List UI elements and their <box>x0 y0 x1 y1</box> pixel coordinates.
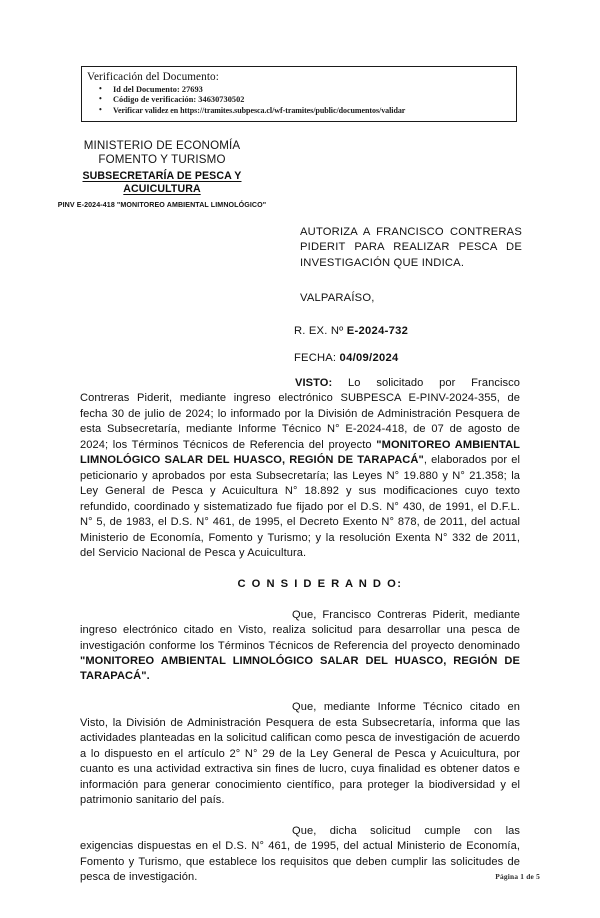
verification-title: Verificación del Documento: <box>87 71 219 83</box>
considerando-3-text: Que, dicha solicitud cumple con las exigencias dispuestas en el D.S. N° 461, de 1995, del actual Ministerio de Economía, Fomento y Turismo, que establece los requisitos que deben cumplir las solicitudes de pesca de investigación. <box>80 824 520 884</box>
ministry-name-line1: MINISTERIO DE ECONOMÍA <box>83 139 241 152</box>
verification-list <box>87 85 511 116</box>
project-code-label: PINV E-2024-418 "MONITOREO AMBIENTAL LIMNOLÓGICO" <box>57 200 267 209</box>
resolution-number-line <box>294 325 408 337</box>
resolution-subject: AUTORIZA A FRANCISCO CONTRERAS PIDERIT PARA REALIZAR PESCA DE INVESTIGACIÓN QUE INDICA. <box>300 226 522 269</box>
document-body <box>80 376 520 886</box>
fecha-label: FECHA: <box>294 352 340 364</box>
visto-text-part2: , elaborados por el peticionario y aprobados por esta Subsecretaría; las Leyes N° 19.880 y N° 21.358; la Ley General de Pesca y Acuicultura N° 18.892 y sus modificaciones cuyo texto refundido, coordinado y sistematizado fue fijado por el D.S. N° 430, de 1991, el D.F.L. N° 5, de 1983, el D.S. N° 461, de 1995, el Decreto Exento N° 878, de 2011, del actual Ministerio de Economía, Fomento y Turismo; y la resolución Exenta N° 332 de 2011, del Servicio Nacional de Pesca y Acuicultura. <box>80 454 520 559</box>
letterhead <box>36 139 288 209</box>
considerando-heading-wrap <box>80 577 520 592</box>
rex-number: E-2024-732 <box>346 325 409 337</box>
subsecretaria-line2: ACUICULTURA <box>123 183 201 195</box>
verification-url: • Verificar validez en https://tramites.subpesca.cl/wf-tramites/public/documentos/validar <box>87 106 511 116</box>
title-block <box>300 225 522 271</box>
considerando-1-text: Que, Francisco Contreras Piderit, mediante ingreso electrónico citado en Visto, realiza solicitud para desarrollar una pesca de investigación conforme los Términos Técnicos de Referencia del proyecto denominado <box>80 608 520 652</box>
subsecretaria-name <box>36 170 288 195</box>
considerando-2-text: Que, mediante Informe Técnico citado en Visto, la División de Administración Pesquera de esta Subsecretaría, informa que las actividades planteadas en la solicitud califican como pesca de investigación de acuerdo a lo dispuesto en el artículo 2° N° 29 de la Ley General de Pesca y Acuicultura, por cuanto es una actividad extractiva sin fines de lucro, cuya finalidad es obtener datos e información para generar conocimiento científico, para proteger la biodiversidad y el patrimonio sanitario del país. <box>80 701 520 806</box>
visto-paragraph <box>80 376 520 561</box>
resolution-date-line <box>294 352 399 364</box>
verification-box <box>81 66 517 122</box>
paragraph-spacer-1 <box>80 685 520 700</box>
place-line: VALPARAÍSO, <box>300 292 375 304</box>
considerando-heading: C O N S I D E R A N D O: <box>237 577 403 590</box>
ministry-name-line2: FOMENTO Y TURISMO <box>98 153 226 167</box>
verification-doc-id: • Id del Documento: 27693 <box>87 85 511 95</box>
considerando-paragraph-1 <box>80 608 520 685</box>
visto-project-title: "MONITOREO AMBIENTAL LIMNOLÓGICO SALAR DEL HUASCO, REGIÓN DE TARAPACÁ" <box>80 438 520 467</box>
page-footer: Página 1 de 5 <box>495 872 540 881</box>
visto-heading: VISTO: <box>295 377 333 389</box>
considerando-paragraph-2 <box>80 700 520 808</box>
fecha-value: 04/09/2024 <box>339 352 399 364</box>
visto-text-part1: Lo solicitado por Francisco Contreras Piderit, mediante ingreso electrónico SUBPESCA E-PINV-2024-355, de fecha 30 de julio de 2024; lo informado por la División de Administración Pesquera de esta Subsecretaría, mediante Informe Técnico N° E-2024-418, de 07 de agosto de 2024; los Términos Técnicos de Referencia del proyecto <box>80 377 520 451</box>
considerando-1-project-title: "MONITOREO AMBIENTAL LIMNOLÓGICO SALAR DEL HUASCO, REGIÓN DE TARAPACÁ". <box>80 654 520 683</box>
paragraph-spacer-2 <box>80 808 520 823</box>
verification-code: • Código de verificación: 34630730502 <box>87 95 511 105</box>
rex-label: R. EX. Nº <box>294 325 347 337</box>
subsecretaria-line1: SUBSECRETARÍA DE PESCA Y <box>82 170 242 183</box>
